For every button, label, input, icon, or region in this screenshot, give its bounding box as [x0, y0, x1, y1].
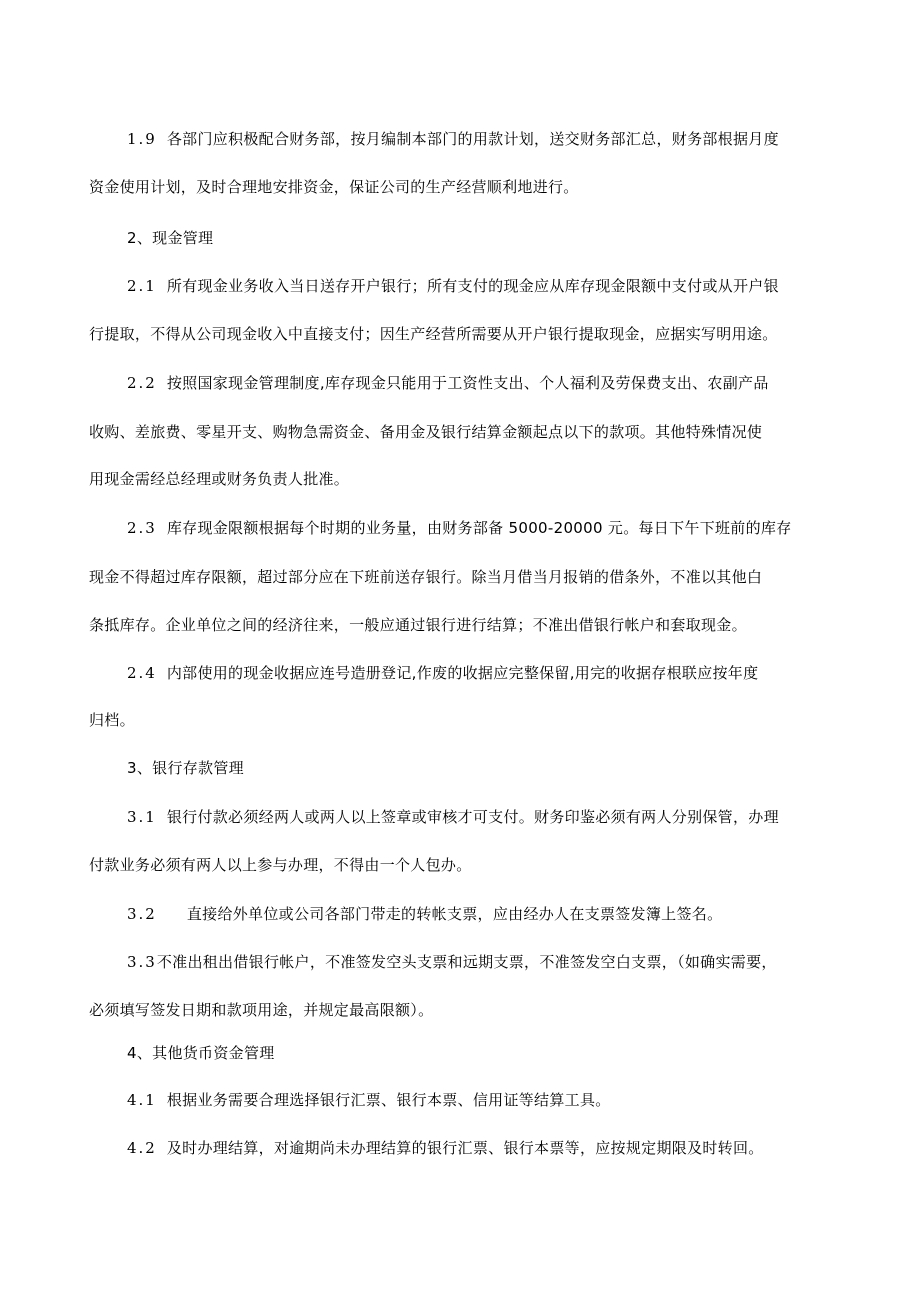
para-3-1-line-2: 付款业务必须有两人以上参与办理，不得由一个人包办。	[89, 856, 472, 874]
para-3-2-line-1	[127, 904, 722, 924]
para-4-1-line-1	[127, 1090, 611, 1110]
clause-number: 2.2	[127, 374, 157, 392]
clause-number: 3.2	[127, 905, 157, 923]
para-3-1-line-1	[127, 807, 779, 827]
para-2-2-line-1	[127, 373, 769, 393]
para-text: 不准出租出借银行帐户，不准签发空头支票和远期支票，不准签发空白支票，（如确实需要，	[156, 953, 777, 971]
section-heading-other-funds: 4、其他货币资金管理	[127, 1044, 275, 1062]
clause-number: 4.2	[127, 1139, 157, 1157]
para-text: 银行付款必须经两人或两人以上签章或审核才可支付。财务印鉴必须有两人分别保管，办理	[166, 808, 779, 826]
para-1-9-line-2: 资金使用计划，及时合理地安排资金，保证公司的生产经营顺利地进行。	[89, 178, 579, 196]
clause-number: 3.3	[127, 953, 157, 971]
para-2-2-line-2: 收购、差旅费、零星开支、购物急需资金、备用金及银行结算金额起点以下的款项。其他特殊情况使	[89, 423, 763, 441]
para-4-2-line-1	[127, 1138, 764, 1158]
para-text: 按照国家现金管理制度,库存现金只能用于工资性支出、个人福利及劳保费支出、农副产品	[166, 374, 769, 392]
para-2-4-line-2: 归档。	[89, 711, 135, 729]
para-text: 所有现金业务收入当日送存开户银行；所有支付的现金应从库存现金限额中支付或从开户银	[166, 277, 779, 295]
para-2-1-line-1	[127, 276, 779, 296]
para-1-9-line-1	[127, 129, 779, 149]
para-text: 内部使用的现金收据应连号造册登记,作废的收据应完整保留,用完的收据存根联应按年度	[166, 664, 759, 682]
clause-number: 1.9	[127, 130, 157, 148]
para-text: 直接给外单位或公司各部门带走的转帐支票，应由经办人在支票签发簿上签名。	[186, 905, 723, 923]
para-text: 库存现金限额根据每个时期的业务量，由财务部备 5000-20000 元。每日下午下班前的库存	[166, 519, 792, 537]
para-2-3-line-2: 现金不得超过库存限额，超过部分应在下班前送存银行。除当月借当月报销的借条外，不准以其他白	[89, 568, 763, 586]
para-2-2-line-3: 用现金需经总经理或财务负责人批准。	[89, 470, 350, 488]
para-text: 及时办理结算，对逾期尚未办理结算的银行汇票、银行本票等，应按规定期限及时转回。	[166, 1139, 764, 1157]
para-2-1-line-2: 行提取，不得从公司现金收入中直接支付；因生产经营所需要从开户银行提取现金，应据实写明用途。	[89, 325, 778, 343]
clause-number: 2.1	[127, 277, 157, 295]
clause-number: 2.4	[127, 664, 157, 682]
para-3-3-line-2: 必须填写签发日期和款项用途，并规定最高限额）。	[89, 1001, 434, 1019]
para-text: 根据业务需要合理选择银行汇票、银行本票、信用证等结算工具。	[166, 1091, 611, 1109]
section-heading-cash: 2、现金管理	[127, 229, 214, 247]
para-2-3-line-3: 条抵库存。企业单位之间的经济往来，一般应通过银行进行结算；不准出借银行帐户和套取现金。	[89, 616, 747, 634]
clause-number: 2.3	[127, 519, 157, 537]
para-3-3-line-1	[127, 952, 777, 972]
section-heading-bank-deposit: 3、银行存款管理	[127, 759, 244, 777]
clause-number: 4.1	[127, 1091, 157, 1109]
clause-number: 3.1	[127, 808, 157, 826]
para-2-4-line-1	[127, 663, 758, 683]
para-2-3-line-1	[127, 518, 792, 538]
para-text: 各部门应积极配合财务部，按月编制本部门的用款计划，送交财务部汇总，财务部根据月度	[166, 130, 779, 148]
